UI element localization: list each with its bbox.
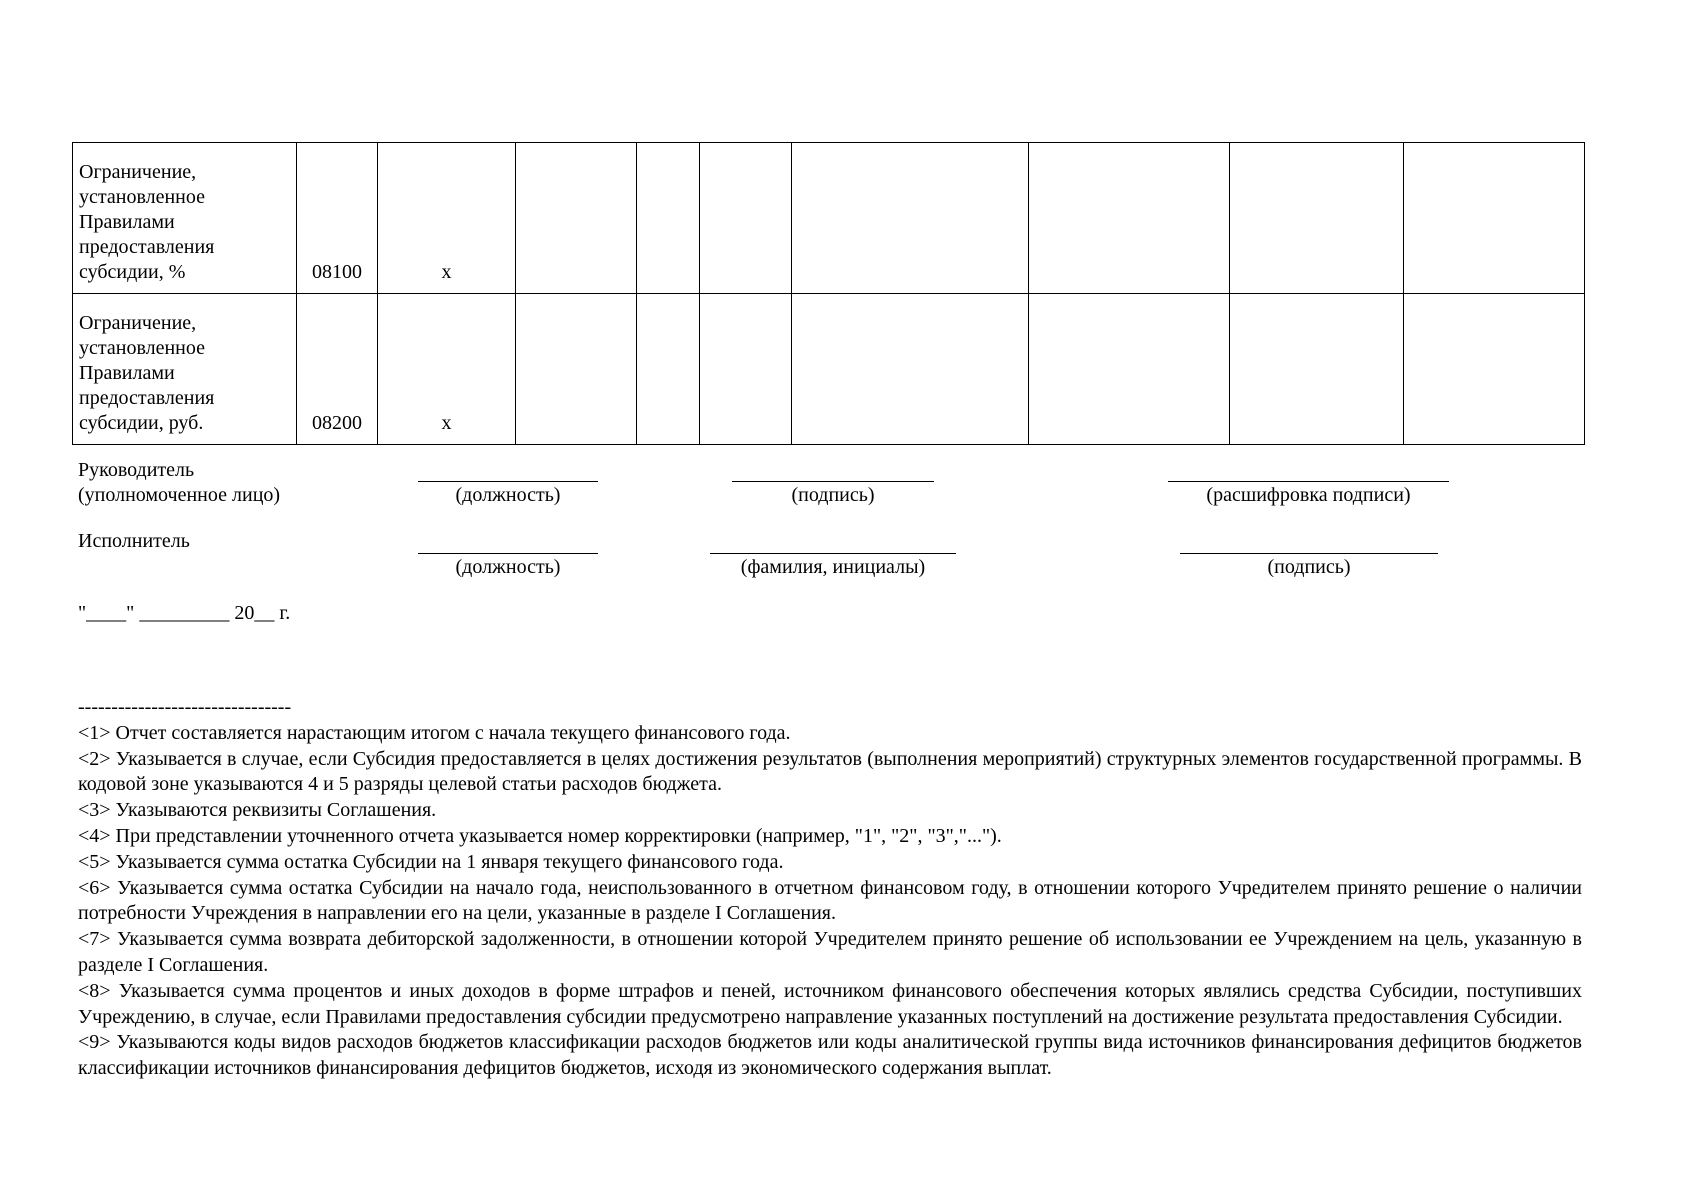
empty-cell [1029,143,1230,294]
row-name-text: Ограничение, установленное Правилами предоставления субсидии, руб. [79,312,215,434]
row-code-cell [297,294,378,445]
empty-cell [516,143,637,294]
empty-cell [792,143,1029,294]
executor-name-caption: (фамилия, инициалы) [740,556,926,578]
empty-cell [700,143,792,294]
executor-signature-caption: (подпись) [1267,556,1351,578]
executor-signature-line [1180,553,1438,554]
empty-cell [637,294,700,445]
head-signature-caption: (подпись) [791,484,875,506]
footnote-item: <9> Указываются коды видов расходов бюджетов классификации расходов бюджетов или коды аналитической группы вида источников финансирования дефицитов бюджетов классификации источников финансирования дефицитов бюджетов, исходя из экономического содержания выплат. [78,1031,1582,1080]
row-code-text: 08200 [312,412,362,434]
footnote-item: <2> Указывается в случае, если Субсидия предоставляется в целях достижения результатов (выполнения мероприятий) структурных элементов государственной программы. В кодовой зоне указываются 4 и 5 разряды целевой статьи расходов бюджета. [78,747,1582,796]
row-code-text: 08100 [312,261,362,283]
head-signature-line [732,481,934,482]
table-row [73,143,1585,294]
footnotes [78,695,1582,1082]
executor-position-line [418,553,598,554]
empty-cell [1029,294,1230,445]
report-table [72,142,1585,445]
empty-cell [1230,294,1404,445]
empty-cell [700,294,792,445]
footnote-separator: -------------------------------- [78,696,292,718]
executor-position-caption: (должность) [455,556,561,578]
empty-cell [1404,294,1585,445]
head-decoding-caption: (расшифровка подписи) [1206,484,1411,506]
footnote-item: <5> Указывается сумма остатка Субсидии на 1 января текущего финансового года. [78,850,784,873]
row-name-text: Ограничение, установленное Правилами предоставления субсидии, % [79,161,215,283]
footnote-item: <4> При представлении уточненного отчета указывается номер корректировки (например, "1", "2", "3","..."). [78,824,1002,847]
empty-cell [792,294,1029,445]
row-mark-cell [378,143,516,294]
executor-name-line [710,553,956,554]
footnote-item: <3> Указываются реквизиты Соглашения. [78,799,437,822]
head-label: Руководитель (уполномоченное лицо) [78,459,281,506]
row-name-cell [73,294,297,445]
row-code-cell [297,143,378,294]
empty-cell [516,294,637,445]
row-name-cell [73,143,297,294]
footnote-item: <8> Указывается сумма процентов и иных доходов в форме штрафов и пеней, источником финансового обеспечения которых являлись средства Субсидии, поступивших Учреждению, в случае, если Правилами предоставления субсидии предусмотрено направление указанных поступлений на достижение результата предоставления Субсидии. [78,979,1582,1028]
empty-cell [637,143,700,294]
date-line: "____" _________ 20__ г. [78,602,291,624]
empty-cell [1230,143,1404,294]
row-mark-text: x [441,261,452,283]
executor-label: Исполнитель [78,530,190,552]
head-position-caption: (должность) [455,484,561,506]
footnote-item: <1> Отчет составляется нарастающим итогом с начала текущего финансового года. [78,721,791,744]
head-decoding-line [1168,481,1449,482]
footnote-item: <6> Указывается сумма остатка Субсидии на начало года, неиспользованного в отчетном финансовом году, в отношении которого Учредителем принято решение о наличии потребности Учреждения в направлении его на цели, указанные в разделе I Соглашения. [78,876,1582,925]
row-mark-text: x [441,412,452,434]
head-position-line [418,481,598,482]
empty-cell [1404,143,1585,294]
footnote-item: <7> Указывается сумма возврата дебиторской задолженности, в отношении которой Учредителем принято решение об использовании ее Учреждением на цель, указанную в разделе I Соглашения. [78,928,1582,976]
table-row [73,294,1585,445]
row-mark-cell [378,294,516,445]
